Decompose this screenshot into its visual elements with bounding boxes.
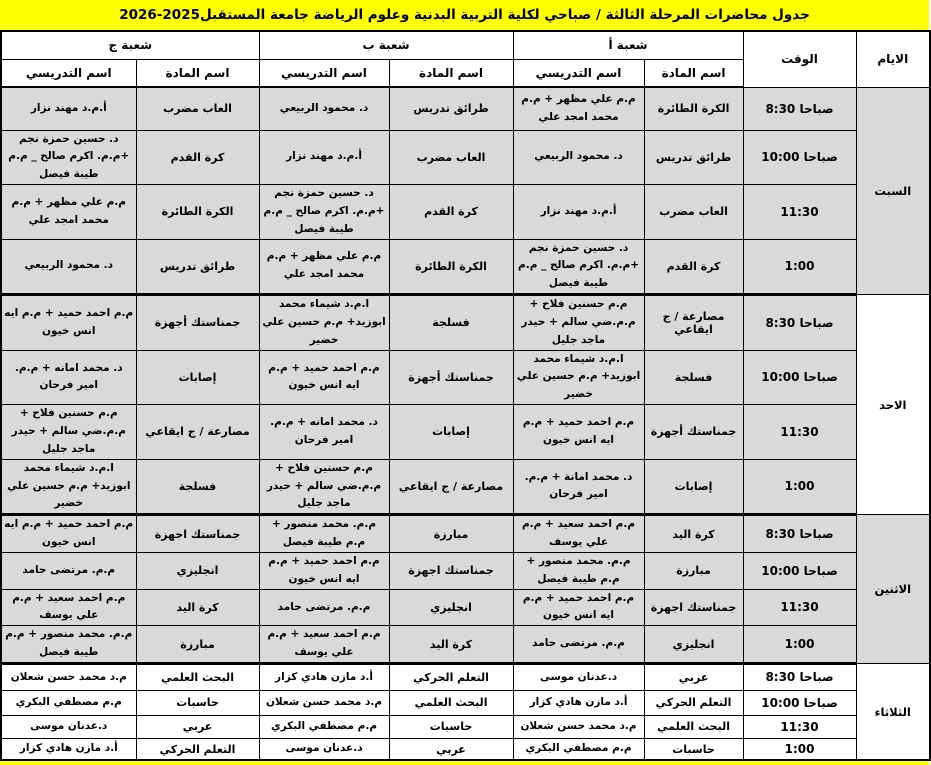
- teacher-cell: م.م احمد حميد + م.م ايه انس خيون: [259, 552, 389, 589]
- teacher-col-header: اسم التدريسي: [1, 59, 136, 87]
- teacher-cell: م.م علي مظهر + م.م محمد امجد علي: [1, 185, 136, 240]
- teacher-cell: م.م. محمد منصور + م.م طيبة فيصل: [513, 552, 644, 589]
- teacher-cell: م.م احمد حميد + م.م ايه انس خيون: [513, 589, 644, 626]
- subject-cell: كرة القدم: [136, 130, 259, 185]
- subject-cell: العاب مضرب: [644, 185, 743, 240]
- teacher-cell: م.م احمد حميد + م.م ايه انس خيون: [259, 350, 389, 405]
- subject-cell: فسلجة: [136, 459, 259, 515]
- subject-cell: انجليزي: [136, 552, 259, 589]
- teacher-cell: أ.د مازن هادي كزار: [1, 738, 136, 760]
- teacher-cell: د. حسين حمزة نجم +م.م. اكرم صالح _ م.م طيبة فيصل: [259, 185, 389, 240]
- teacher-cell: م.م حسنين فلاح + م.م.ضي سالم + حيدر ماجد جليل: [513, 295, 644, 351]
- subject-cell: طرائق تدريس: [136, 239, 259, 295]
- subject-cell: جمناستك أجهزة: [136, 295, 259, 351]
- teacher-cell: د. حسين حمزة نجم +م.م. اكرم صالح _ م.م طيبة فيصل: [1, 130, 136, 185]
- time-cell: 8:30 صباحا: [743, 87, 856, 130]
- teacher-cell: م.م احمد حميد + م.م ايه انس خيون: [1, 515, 136, 553]
- subject-cell: الكرة الطائرة: [644, 87, 743, 130]
- subject-cell: كرة القدم: [644, 239, 743, 295]
- teacher-cell: أ.م.د مهند نزار: [259, 130, 389, 185]
- teacher-cell: م.م مصطفي البكري: [1, 690, 136, 715]
- teacher-cell: أ.م.د مهند نزار: [1, 87, 136, 130]
- subject-cell: كرة اليد: [389, 626, 513, 664]
- subject-cell: فسلجة: [389, 295, 513, 351]
- teacher-cell: ا.م.د شيماء محمد ابوزيد+ م.م حسين علي خضير: [513, 350, 644, 405]
- teacher-cell: د.عدنان موسى: [1, 715, 136, 738]
- subject-cell: مبارزة: [389, 515, 513, 553]
- schedule-table: [0, 30, 931, 761]
- time-cell: 10:00 صباحا: [743, 552, 856, 589]
- section-a-header: شعبة أ: [513, 31, 743, 59]
- time-header: الوقت: [743, 31, 856, 87]
- subject-cell: البحث العلمي: [644, 715, 743, 738]
- teacher-cell: د. محمود الربيعي: [259, 87, 389, 130]
- days-header: الايام: [856, 31, 930, 87]
- subject-cell: إصابات: [644, 459, 743, 515]
- time-cell: 1:00: [743, 459, 856, 515]
- subject-cell: التعلم الحركي: [389, 663, 513, 690]
- day-cell: الاحد: [856, 295, 930, 515]
- subject-cell: العاب مضرب: [389, 130, 513, 185]
- teacher-cell: د. محمد امانة + م.م. امير فرحان: [513, 459, 644, 515]
- subject-cell: جمناستك اجهزة: [389, 552, 513, 589]
- subject-cell: مبارزة: [136, 626, 259, 664]
- teacher-cell: د. محمود الربيعي: [513, 130, 644, 185]
- subject-cell: حاسبات: [644, 738, 743, 760]
- section-b-header: شعبة ب: [259, 31, 513, 59]
- day-cell: الثلاثاء: [856, 663, 930, 760]
- teacher-cell: م.م علي مظهر + م.م محمد امجد علي: [259, 239, 389, 295]
- time-cell: 1:00: [743, 738, 856, 760]
- teacher-cell: م.م. محمد منصور + م.م طيبة فيصل: [259, 515, 389, 553]
- time-cell: 11:30: [743, 715, 856, 738]
- subject-cell: كرة اليد: [644, 515, 743, 553]
- teacher-cell: م.م حسنين فلاح + م.م.ضي سالم + حيدر ماجد جليل: [1, 405, 136, 460]
- teacher-cell: م.م مصطفي البكري: [513, 738, 644, 760]
- subject-cell: جمناستك أجهزة: [644, 405, 743, 460]
- teacher-cell: د.عدنان موسى: [513, 663, 644, 690]
- subject-cell: مصارعة / ج ايقاعي: [389, 459, 513, 515]
- subject-cell: البحث العلمي: [389, 690, 513, 715]
- subject-cell: التعلم الحركي: [644, 690, 743, 715]
- teacher-cell: د. محمد امانه + م.م. امير فرحان: [1, 350, 136, 405]
- subject-cell: عربي: [389, 738, 513, 760]
- time-cell: 8:30 صباحا: [743, 663, 856, 690]
- teacher-cell: م.م. مرتضى حامد: [259, 589, 389, 626]
- subject-col-header: اسم المادة: [389, 59, 513, 87]
- teacher-cell: م.د محمد حسن شعلان: [1, 663, 136, 690]
- teacher-cell: د. حسين حمزة نجم +م.م. اكرم صالح _ م.م طيبة فيصل: [513, 239, 644, 295]
- time-cell: 11:30: [743, 185, 856, 240]
- teacher-cell: م.م احمد حميد + م.م ايه انس خيون: [1, 295, 136, 351]
- teacher-cell: م.م علي مظهر + م.م محمد امجد علي: [513, 87, 644, 130]
- subject-cell: مصارعة / ج ايقاعي: [136, 405, 259, 460]
- subject-cell: طرائق تدريس: [644, 130, 743, 185]
- teacher-col-header: اسم التدريسي: [513, 59, 644, 87]
- time-cell: 10:00 صباحا: [743, 130, 856, 185]
- teacher-cell: م.م احمد سعيد + م.م علي يوسف: [259, 626, 389, 664]
- teacher-cell: م.م احمد سعيد + م.م علي يوسف: [513, 515, 644, 553]
- bottom-accent-bar: [0, 761, 929, 765]
- day-cell: الاثنين: [856, 515, 930, 664]
- teacher-cell: م.م. محمد منصور + م.م طيبة فيصل: [1, 626, 136, 664]
- subject-cell: عربي: [136, 715, 259, 738]
- day-cell: السبت: [856, 87, 930, 295]
- time-cell: 8:30 صباحا: [743, 295, 856, 351]
- subject-cell: طرائق تدريس: [389, 87, 513, 130]
- subject-cell: جمناستك اجهزة: [136, 515, 259, 553]
- subject-cell: انجليزي: [644, 626, 743, 664]
- subject-cell: جمناستك اجهزة: [644, 589, 743, 626]
- teacher-cell: د.عدنان موسى: [259, 738, 389, 760]
- subject-cell: حاسبات: [136, 690, 259, 715]
- teacher-cell: م.م احمد سعيد + م.م علي يوسف: [1, 589, 136, 626]
- subject-cell: حاسبات: [389, 715, 513, 738]
- teacher-cell: م.م حسنين فلاح + م.م.ضي سالم + حيدر ماجد جليل: [259, 459, 389, 515]
- time-cell: 10:00 صباحا: [743, 350, 856, 405]
- subject-cell: إصابات: [136, 350, 259, 405]
- teacher-cell: م.م. مرتضى حامد: [1, 552, 136, 589]
- time-cell: 11:30: [743, 589, 856, 626]
- subject-cell: جمناستك أجهزة: [389, 350, 513, 405]
- section-c-header: شعبة ج: [1, 31, 259, 59]
- page-title: جدول محاضرات المرحلة الثالثة / صباحي لكلية التربية البدنية وعلوم الرياضة جامعة المستقبل2025-2026: [0, 0, 929, 30]
- subject-col-header: اسم المادة: [644, 59, 743, 87]
- teacher-cell: م.م مصطفي البكري: [259, 715, 389, 738]
- teacher-cell: م.د محمد حسن شعلان: [513, 715, 644, 738]
- teacher-cell: أ.م.د مهند نزار: [513, 185, 644, 240]
- teacher-cell: م.م احمد حميد + م.م ايه انس خيون: [513, 405, 644, 460]
- time-cell: 1:00: [743, 239, 856, 295]
- subject-col-header: اسم المادة: [136, 59, 259, 87]
- subject-cell: مبارزة: [644, 552, 743, 589]
- teacher-cell: د. محمود الربيعي: [1, 239, 136, 295]
- subject-cell: مصارعة / ج ايقاعي: [644, 295, 743, 351]
- time-cell: 8:30 صباحا: [743, 515, 856, 553]
- subject-cell: العاب مضرب: [136, 87, 259, 130]
- teacher-col-header: اسم التدريسي: [259, 59, 389, 87]
- subject-cell: فسلجة: [644, 350, 743, 405]
- subject-cell: كرة اليد: [136, 589, 259, 626]
- teacher-cell: د. محمد امانه + م.م. امير فرحان: [259, 405, 389, 460]
- subject-cell: التعلم الحركي: [136, 738, 259, 760]
- teacher-cell: ا.م.د شيماء محمد ابوزيد+ م.م حسين علي خضير: [259, 295, 389, 351]
- time-cell: 11:30: [743, 405, 856, 460]
- teacher-cell: ا.م.د شيماء محمد ابوزيد+ م.م حسين علي خضير: [1, 459, 136, 515]
- subject-cell: انجليزي: [389, 589, 513, 626]
- time-cell: 10:00 صباحا: [743, 690, 856, 715]
- teacher-cell: م.م. مرتضى حامد: [513, 626, 644, 664]
- subject-cell: البحث العلمي: [136, 663, 259, 690]
- teacher-cell: أ.د مازن هادي كزار: [259, 663, 389, 690]
- teacher-cell: م.د محمد حسن شعلان: [259, 690, 389, 715]
- subject-cell: عربي: [644, 663, 743, 690]
- subject-cell: كرة القدم: [389, 185, 513, 240]
- subject-cell: الكرة الطائرة: [136, 185, 259, 240]
- subject-cell: الكرة الطائرة: [389, 239, 513, 295]
- time-cell: 1:00: [743, 626, 856, 664]
- teacher-cell: أ.د مازن هادي كزار: [513, 690, 644, 715]
- subject-cell: إصابات: [389, 405, 513, 460]
